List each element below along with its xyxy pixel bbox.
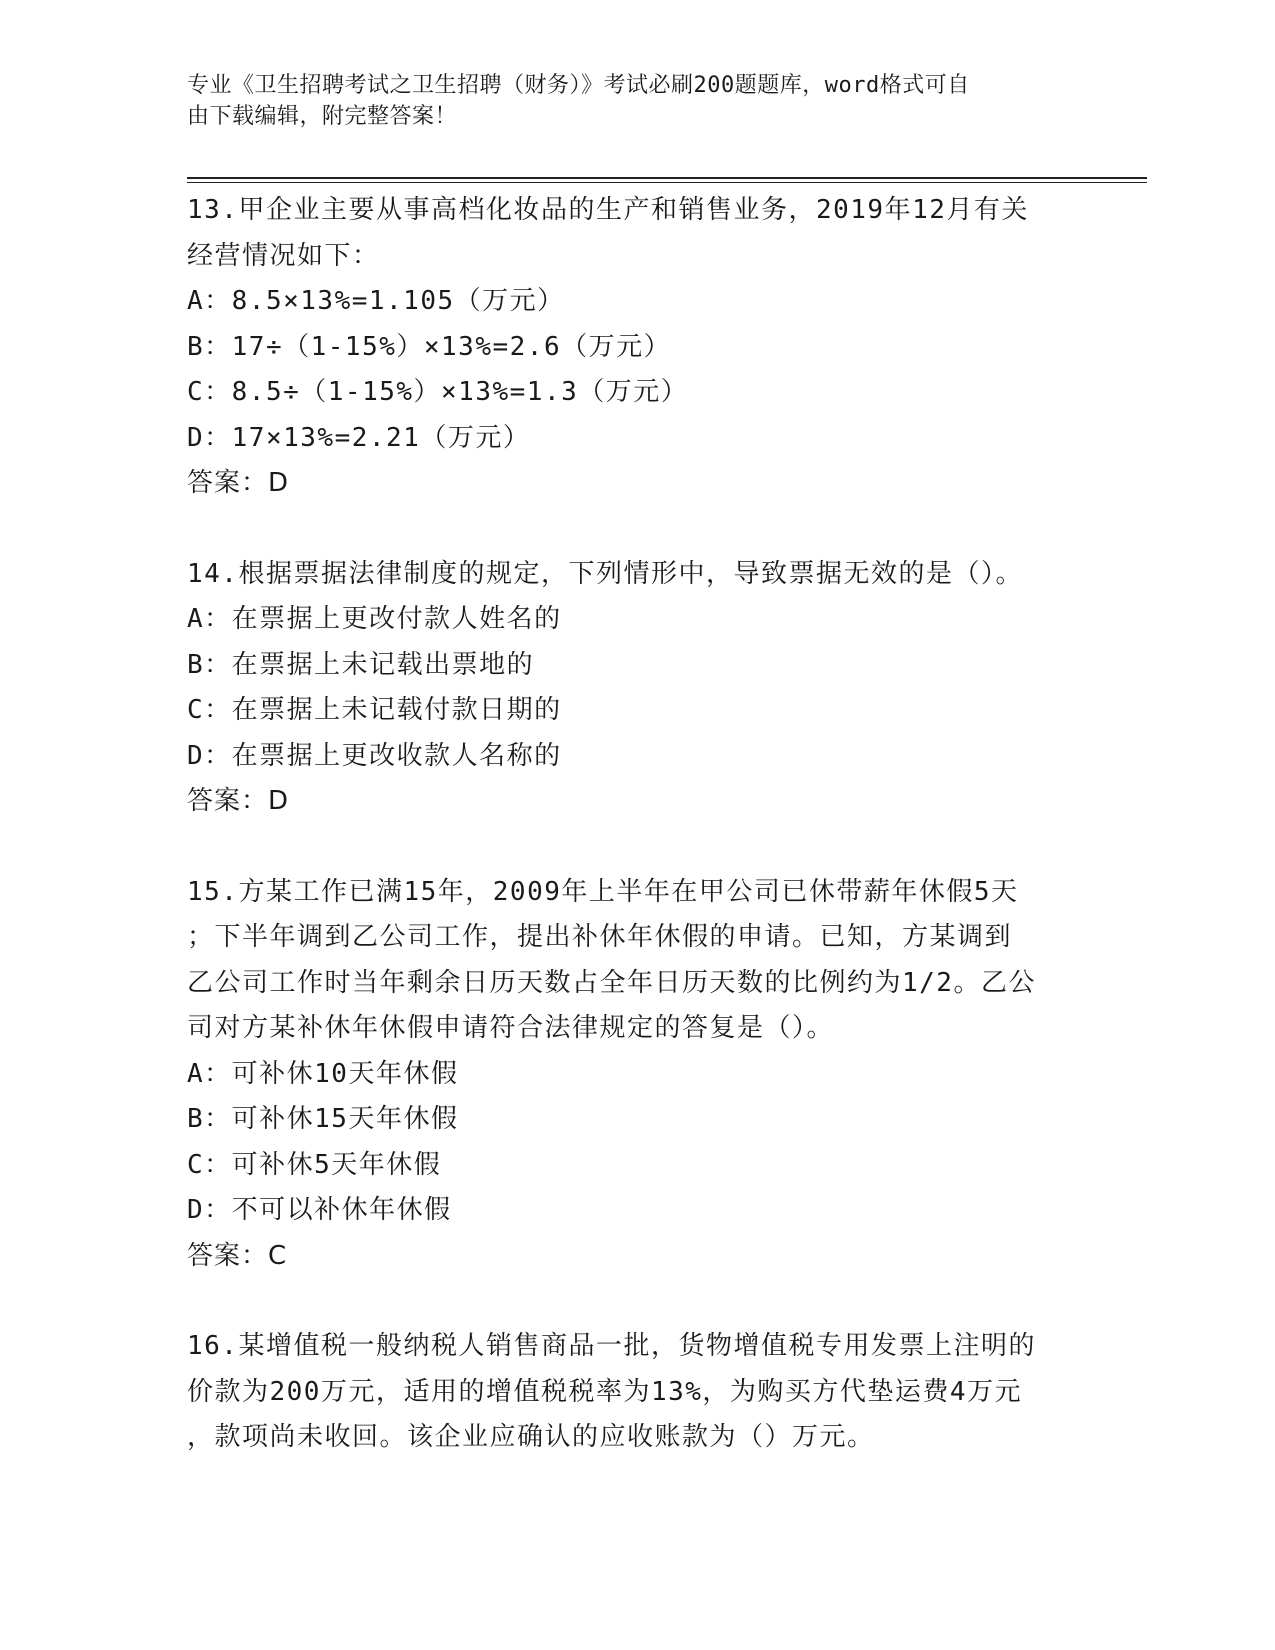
question-stem: ，款项尚未收回。该企业应确认的应收账款为（）万元。: [187, 1422, 875, 1452]
option-d: D：17×13%=2.21（万元）: [187, 422, 531, 453]
answer: 答案：D: [187, 468, 290, 498]
question-13: [187, 188, 1087, 507]
question-list: [187, 188, 1087, 1461]
option-b: B：17÷（1-15%）×13%=2.6（万元）: [187, 331, 672, 362]
option-d: D：在票据上更改收款人名称的: [187, 740, 562, 771]
question-stem: 14.根据票据法律制度的规定，下列情形中，导致票据无效的是（）。: [187, 558, 1023, 589]
document-header: [187, 70, 1067, 132]
option-d: D：不可以补休年休假: [187, 1195, 452, 1225]
option-b: B：可补休15天年休假: [187, 1104, 459, 1134]
answer: 答案：D: [187, 786, 290, 816]
question-15: [187, 870, 1087, 1280]
question-stem: 司对方某补休年休假申请符合法律规定的答复是（）。: [187, 1013, 835, 1043]
option-a: A：可补休10天年休假: [187, 1058, 459, 1089]
question-14: [187, 552, 1087, 825]
option-c: C：可补休5天年休假: [187, 1149, 442, 1180]
question-stem: 15.方某工作已满15年，2009年上半年在甲公司已休带薪年休假5天: [187, 876, 1019, 907]
question-stem: 16.某增值税一般纳税人销售商品一批，货物增值税专用发票上注明的: [187, 1331, 1036, 1361]
question-stem: ；下半年调到乙公司工作，提出补休年休假的申请。已知，方某调到: [187, 922, 1013, 952]
option-c: C：8.5÷（1-15%）×13%=1.3（万元）: [187, 377, 689, 407]
question-stem: 经营情况如下：: [187, 240, 380, 271]
answer: 答案：C: [187, 1240, 288, 1271]
header-line-2: 由下载编辑，附完整答案！: [187, 104, 458, 129]
header-divider-thin: [187, 182, 1147, 183]
question-stem: 价款为200万元，适用的增值税税率为13%，为购买方代垫运费4万元: [187, 1376, 1023, 1407]
option-a: A：在票据上更改付款人姓名的: [187, 604, 562, 634]
question-stem: 13.甲企业主要从事高档化妆品的生产和销售业务，2019年12月有关: [187, 195, 1029, 225]
option-a: A：8.5×13%=1.105（万元）: [187, 286, 565, 316]
option-c: C：在票据上未记载付款日期的: [187, 695, 562, 725]
question-16: [187, 1324, 1087, 1461]
header-line-1: 专业《卫生招聘考试之卫生招聘（财务）》考试必刷200题题库，word格式可自: [187, 73, 970, 98]
header-divider: [187, 177, 1147, 179]
question-stem: 乙公司工作时当年剩余日历天数占全年日历天数的比例约为1/2。乙公: [187, 967, 1036, 998]
option-b: B：在票据上未记载出票地的: [187, 649, 535, 680]
